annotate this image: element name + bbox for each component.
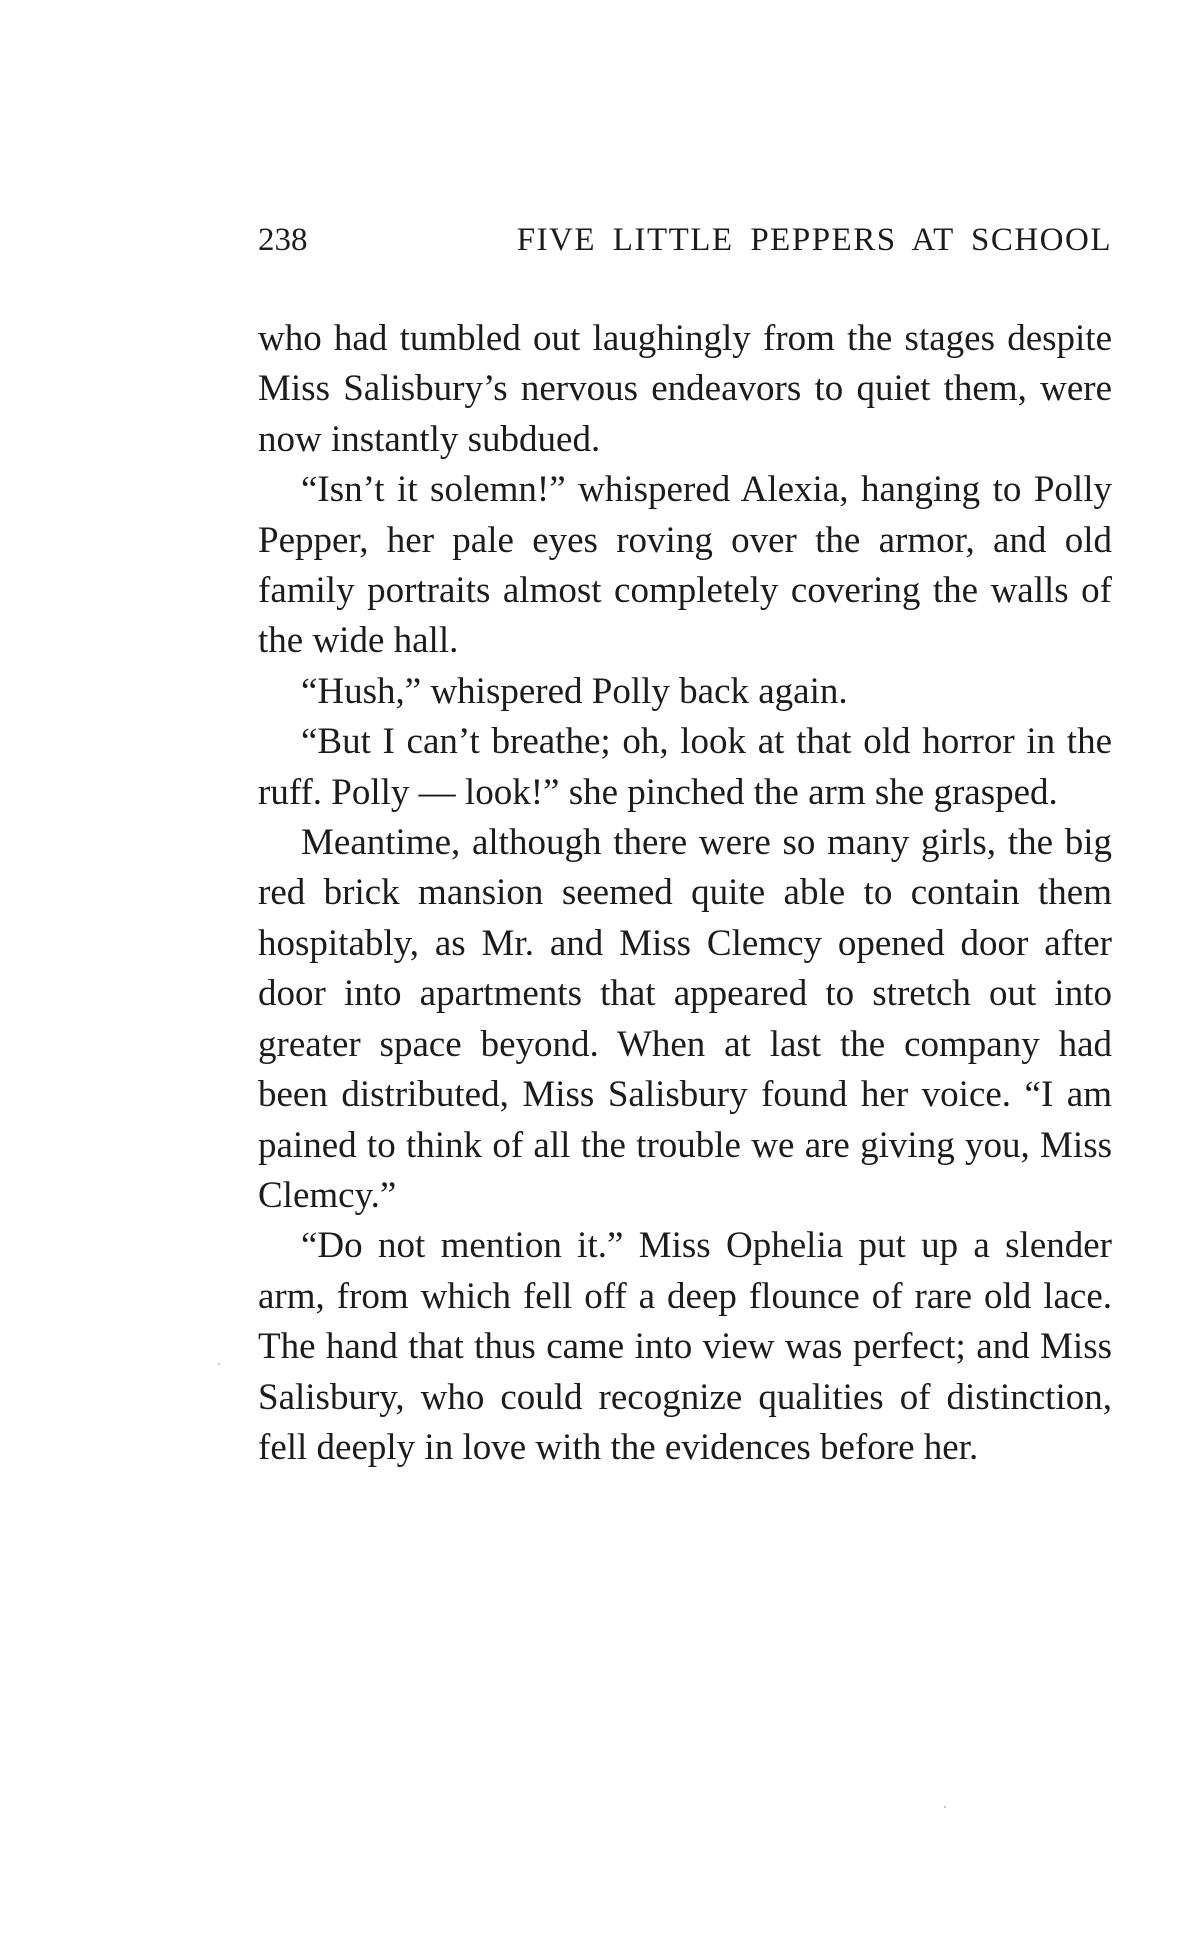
paragraph-6: “Do not mention it.” Miss Ophelia put up a slender arm, from which fell off a deep flounce of rare old lace. The hand that thus came into view was perfect; and Miss Salisbury, who could recognize qualities of distinction, fell deeply in love with the evidences before her. xyxy=(258,1225,1112,1468)
paragraph-1: who had tumbled out laughingly from the stages despite Miss Salisbury’s nervous endeavors to quiet them, were now instantly subdued. xyxy=(258,318,1112,460)
paragraph-4: “But I can’t breathe; oh, look at that old horror in the ruff. Polly — look!” she pinched the arm she grasped. xyxy=(258,721,1112,813)
paper-speck xyxy=(944,1806,946,1808)
paragraph-2: “Isn’t it solemn!” whispered Alexia, hanging to Polly Pepper, her pale eyes roving over the armor, and old family portraits almost completely covering the walls of the wide hall. xyxy=(258,469,1112,662)
paragraph-3: “Hush,” whispered Polly back again. xyxy=(301,670,848,712)
page-number: 238 xyxy=(258,222,308,258)
page-header xyxy=(258,222,1112,272)
paragraph-5: Meantime, although there were so many girls, the big red brick mansion seemed quite able to contain them hospitably, as Mr. and Miss Clemcy opened door after door into apartments that appeared to stretch out into greater space beyond. When at last the company had been distributed, Miss Salisbury found her voice. “I am pained to think of all the trouble we are giving you, Miss Clemcy.” xyxy=(258,822,1112,1216)
running-title: FIVE LITTLE PEPPERS AT SCHOOL xyxy=(516,222,1112,258)
body-text xyxy=(258,314,1112,1473)
paper-speck xyxy=(218,1363,220,1365)
